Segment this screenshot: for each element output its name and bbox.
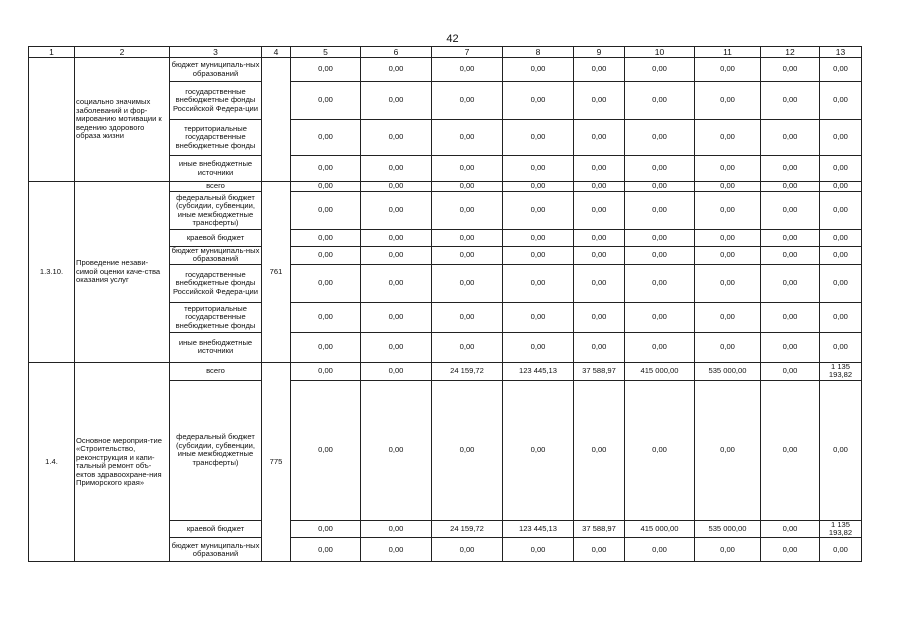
year-amount-cell: 0,00: [574, 82, 625, 120]
year-amount-cell: 0,00: [432, 538, 503, 562]
page-number: 42: [446, 33, 459, 45]
executor-code: 775: [262, 362, 291, 562]
funding-source: бюджет муниципаль-ных образований: [170, 58, 262, 82]
year-amount-cell: 0,00: [574, 58, 625, 82]
year-amount-cell: 0,00: [820, 247, 862, 265]
item-number: 1.3.10.: [29, 182, 75, 363]
year-amount-cell: 0,00: [695, 120, 761, 156]
year-amount-cell: 0,00: [574, 380, 625, 520]
table-row: [29, 182, 862, 192]
year-amount-cell: 0,00: [361, 538, 432, 562]
column-number: 12: [761, 47, 820, 58]
year-amount-cell: 535 000,00: [695, 362, 761, 380]
year-amount-cell: 0,00: [503, 302, 574, 332]
year-amount-cell: 1 135 193,82: [820, 362, 862, 380]
funding-source: федеральный бюджет (субсидии, субвенции, иные межбюджетные трансферты): [170, 192, 262, 230]
year-amount-cell: 0,00: [625, 247, 695, 265]
year-amount-cell: 0,00: [503, 58, 574, 82]
column-number: 3: [170, 47, 262, 58]
year-amount-cell: 0,00: [820, 332, 862, 362]
year-amount-cell: 123 445,13: [503, 362, 574, 380]
year-amount-cell: 0,00: [432, 58, 503, 82]
year-amount-cell: 0,00: [361, 302, 432, 332]
year-amount-cell: 0,00: [361, 82, 432, 120]
year-amount-cell: 0,00: [503, 230, 574, 247]
year-amount-cell: 0,00: [695, 247, 761, 265]
year-amount-cell: 0,00: [574, 247, 625, 265]
column-number: 10: [625, 47, 695, 58]
year-amount-cell: 0,00: [432, 380, 503, 520]
year-amount-cell: 0,00: [291, 156, 361, 182]
year-amount-cell: 0,00: [761, 156, 820, 182]
executor-code: 761: [262, 182, 291, 363]
year-amount-cell: 0,00: [361, 120, 432, 156]
item-number: 1.4.: [29, 362, 75, 562]
column-number: 13: [820, 47, 862, 58]
year-amount-cell: 0,00: [432, 302, 503, 332]
year-amount-cell: 0,00: [695, 264, 761, 302]
year-amount-cell: 0,00: [761, 120, 820, 156]
year-amount-cell: 0,00: [695, 332, 761, 362]
year-amount-cell: 0,00: [574, 264, 625, 302]
year-amount-cell: 0,00: [291, 302, 361, 332]
year-amount-cell: 0,00: [761, 538, 820, 562]
year-amount-cell: 0,00: [761, 362, 820, 380]
year-amount-cell: 0,00: [503, 538, 574, 562]
year-amount-cell: 0,00: [761, 264, 820, 302]
year-amount-cell: 1 135 193,82: [820, 520, 862, 538]
item-description: Проведение незави-симой оценки каче-ства оказания услуг: [75, 182, 170, 363]
year-amount-cell: 0,00: [432, 156, 503, 182]
funding-source: иные внебюджетные источники: [170, 156, 262, 182]
funding-source: бюджет муниципаль-ных образований: [170, 538, 262, 562]
column-number: 9: [574, 47, 625, 58]
year-amount-cell: 0,00: [761, 192, 820, 230]
year-amount-cell: 0,00: [820, 302, 862, 332]
column-number: 4: [262, 47, 291, 58]
year-amount-cell: 0,00: [574, 192, 625, 230]
year-amount-cell: 0,00: [820, 82, 862, 120]
year-amount-cell: 0,00: [503, 156, 574, 182]
year-amount-cell: 0,00: [574, 302, 625, 332]
item-description: Основное мероприя-тие «Строительство, реконструкция и капи-тальный ремонт объ-ектов здравоохране-ния Приморского края»: [75, 362, 170, 562]
year-amount-cell: 0,00: [291, 538, 361, 562]
year-amount-cell: 0,00: [625, 538, 695, 562]
year-amount-cell: 0,00: [291, 264, 361, 302]
funding-source: территориальные государственные внебюджетные фонды: [170, 302, 262, 332]
year-amount-cell: 415 000,00: [625, 362, 695, 380]
year-amount-cell: 37 588,97: [574, 520, 625, 538]
funding-source: краевой бюджет: [170, 230, 262, 247]
year-amount-cell: 0,00: [695, 380, 761, 520]
year-amount-cell: 0,00: [361, 182, 432, 192]
funding-source: государственные внебюджетные фонды Российской Федера-ции: [170, 264, 262, 302]
year-amount-cell: 0,00: [761, 182, 820, 192]
column-number: 7: [432, 47, 503, 58]
year-amount-cell: 0,00: [820, 120, 862, 156]
column-number: 5: [291, 47, 361, 58]
year-amount-cell: 0,00: [291, 182, 361, 192]
year-amount-cell: 0,00: [503, 332, 574, 362]
column-number: 11: [695, 47, 761, 58]
year-amount-cell: 0,00: [503, 182, 574, 192]
year-amount-cell: 0,00: [695, 230, 761, 247]
year-amount-cell: 0,00: [695, 302, 761, 332]
year-amount-cell: 0,00: [625, 156, 695, 182]
year-amount-cell: 37 588,97: [574, 362, 625, 380]
year-amount-cell: 0,00: [291, 58, 361, 82]
funding-source: иные внебюджетные источники: [170, 332, 262, 362]
year-amount-cell: 0,00: [291, 380, 361, 520]
year-amount-cell: 0,00: [625, 58, 695, 82]
year-amount-cell: 0,00: [503, 264, 574, 302]
year-amount-cell: 0,00: [361, 156, 432, 182]
year-amount-cell: 0,00: [761, 380, 820, 520]
year-amount-cell: 0,00: [361, 264, 432, 302]
year-amount-cell: 0,00: [574, 120, 625, 156]
year-amount-cell: 0,00: [291, 82, 361, 120]
year-amount-cell: 0,00: [503, 82, 574, 120]
year-amount-cell: 0,00: [820, 192, 862, 230]
year-amount-cell: 0,00: [695, 58, 761, 82]
year-amount-cell: 0,00: [625, 192, 695, 230]
year-amount-cell: 0,00: [761, 58, 820, 82]
year-amount-cell: 0,00: [625, 82, 695, 120]
year-amount-cell: 0,00: [820, 538, 862, 562]
year-amount-cell: 0,00: [574, 230, 625, 247]
year-amount-cell: 0,00: [761, 230, 820, 247]
year-amount-cell: 0,00: [820, 156, 862, 182]
year-amount-cell: 0,00: [291, 192, 361, 230]
year-amount-cell: 0,00: [503, 247, 574, 265]
funding-source: краевой бюджет: [170, 520, 262, 538]
year-amount-cell: 0,00: [503, 380, 574, 520]
year-amount-cell: 0,00: [695, 192, 761, 230]
year-amount-cell: 0,00: [291, 247, 361, 265]
year-amount-cell: 0,00: [361, 230, 432, 247]
year-amount-cell: 123 445,13: [503, 520, 574, 538]
table-row: [29, 362, 862, 380]
year-amount-cell: 0,00: [361, 332, 432, 362]
year-amount-cell: 0,00: [820, 58, 862, 82]
year-amount-cell: 0,00: [432, 182, 503, 192]
year-amount-cell: 0,00: [820, 380, 862, 520]
year-amount-cell: 0,00: [432, 264, 503, 302]
item-description: социально значимых заболеваний и фор-мированию мотивации к ведению здорового образа жизни: [75, 58, 170, 182]
year-amount-cell: 0,00: [574, 182, 625, 192]
table-body: [29, 47, 862, 562]
year-amount-cell: 0,00: [361, 247, 432, 265]
year-amount-cell: 0,00: [625, 182, 695, 192]
year-amount-cell: 0,00: [503, 120, 574, 156]
budget-table: [28, 46, 862, 562]
year-amount-cell: 0,00: [761, 520, 820, 538]
column-number: 2: [75, 47, 170, 58]
year-amount-cell: 0,00: [625, 264, 695, 302]
year-amount-cell: 0,00: [432, 332, 503, 362]
year-amount-cell: 0,00: [291, 332, 361, 362]
year-amount-cell: 0,00: [361, 362, 432, 380]
year-amount-cell: 0,00: [574, 538, 625, 562]
year-amount-cell: 0,00: [625, 120, 695, 156]
year-amount-cell: 0,00: [574, 332, 625, 362]
year-amount-cell: 0,00: [625, 332, 695, 362]
year-amount-cell: 0,00: [625, 302, 695, 332]
year-amount-cell: 0,00: [361, 380, 432, 520]
funding-source: государственные внебюджетные фонды Российской Федера-ции: [170, 82, 262, 120]
year-amount-cell: 0,00: [695, 82, 761, 120]
year-amount-cell: 0,00: [432, 82, 503, 120]
year-amount-cell: 24 159,72: [432, 520, 503, 538]
year-amount-cell: 0,00: [432, 120, 503, 156]
year-amount-cell: 0,00: [432, 247, 503, 265]
year-amount-cell: 0,00: [695, 182, 761, 192]
funding-source: территориальные государственные внебюджетные фонды: [170, 120, 262, 156]
year-amount-cell: 0,00: [361, 520, 432, 538]
funding-source: бюджет муниципаль-ных образований: [170, 247, 262, 265]
item-number: [29, 58, 75, 182]
year-amount-cell: 0,00: [820, 230, 862, 247]
year-amount-cell: 0,00: [432, 192, 503, 230]
executor-code: [262, 58, 291, 182]
column-number: 1: [29, 47, 75, 58]
year-amount-cell: 0,00: [695, 538, 761, 562]
year-amount-cell: 0,00: [625, 380, 695, 520]
year-amount-cell: 0,00: [820, 182, 862, 192]
year-amount-cell: 0,00: [695, 156, 761, 182]
year-amount-cell: 0,00: [361, 192, 432, 230]
year-amount-cell: 0,00: [291, 520, 361, 538]
year-amount-cell: 535 000,00: [695, 520, 761, 538]
year-amount-cell: 0,00: [291, 362, 361, 380]
funding-source: федеральный бюджет (субсидии, субвенции, иные межбюджетные трансферты): [170, 380, 262, 520]
year-amount-cell: 0,00: [432, 230, 503, 247]
year-amount-cell: 0,00: [574, 156, 625, 182]
column-number: 6: [361, 47, 432, 58]
funding-source: всего: [170, 362, 262, 380]
year-amount-cell: 0,00: [761, 82, 820, 120]
year-amount-cell: 0,00: [761, 247, 820, 265]
year-amount-cell: 415 000,00: [625, 520, 695, 538]
funding-source: всего: [170, 182, 262, 192]
year-amount-cell: 0,00: [625, 230, 695, 247]
year-amount-cell: 0,00: [503, 192, 574, 230]
year-amount-cell: 0,00: [761, 302, 820, 332]
column-number: 8: [503, 47, 574, 58]
year-amount-cell: 0,00: [291, 230, 361, 247]
year-amount-cell: 0,00: [361, 58, 432, 82]
year-amount-cell: 0,00: [820, 264, 862, 302]
column-number-row: [29, 47, 862, 58]
table-row: [29, 58, 862, 82]
year-amount-cell: 0,00: [761, 332, 820, 362]
year-amount-cell: 24 159,72: [432, 362, 503, 380]
year-amount-cell: 0,00: [291, 120, 361, 156]
